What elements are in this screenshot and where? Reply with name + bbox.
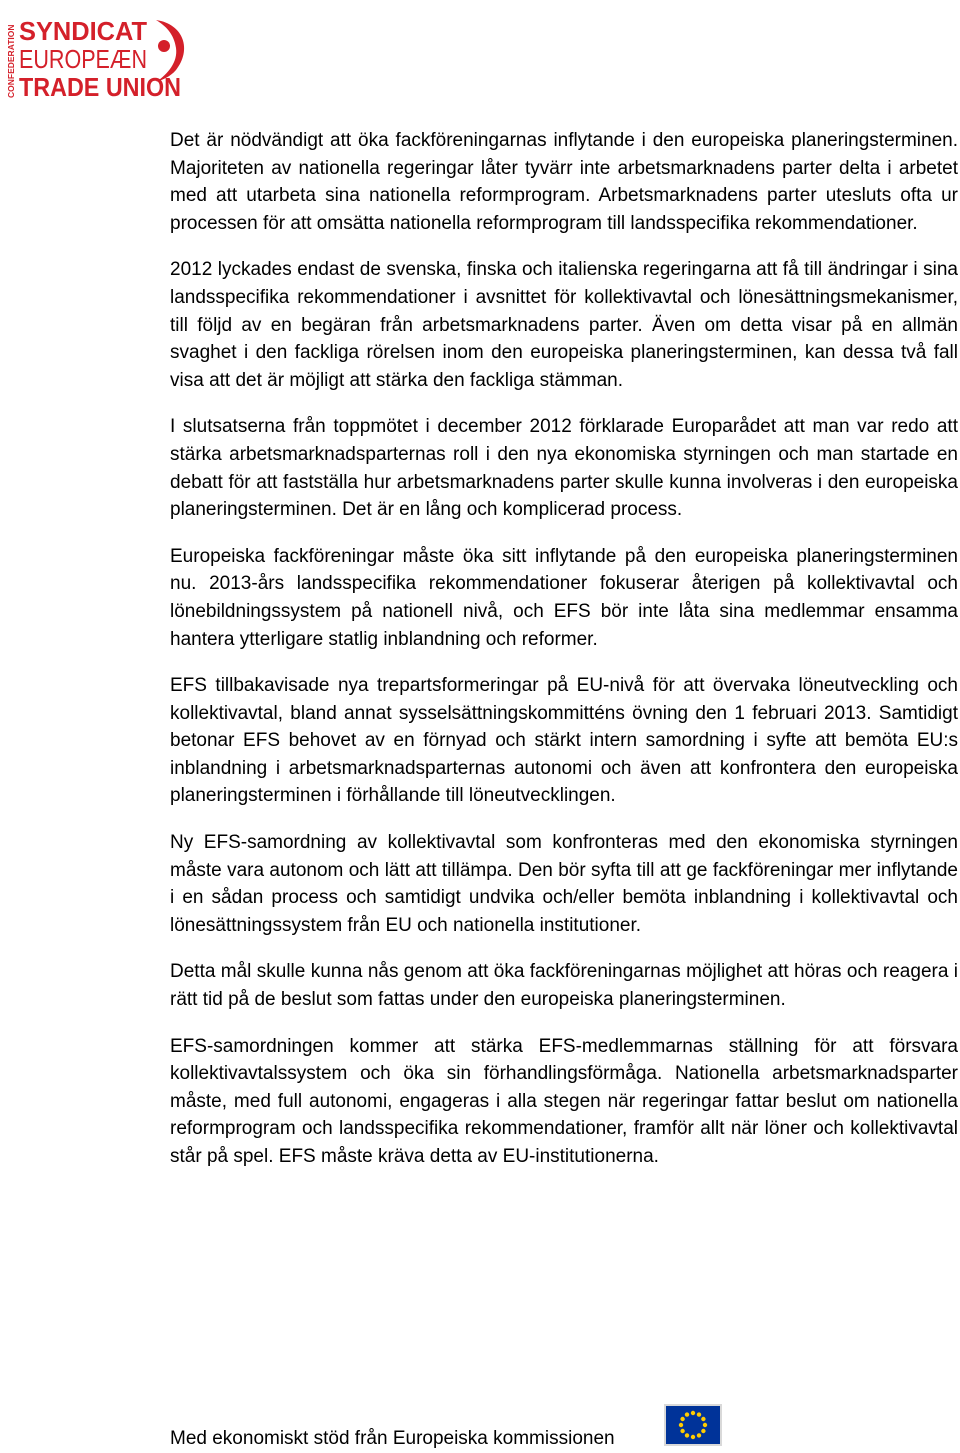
eu-star <box>685 1433 689 1437</box>
eu-star <box>691 1435 695 1439</box>
logo-line-europaean: EUROPEÆN <box>19 44 147 74</box>
paragraph: Det är nödvändigt att öka fackföreningarnas inflytande i den europeiska planeringsterminen. Majoriteten av nationella regeringar låter tyvärr inte arbetsmarknadens parter delta i arbetet med att utarbeta sina nationella reformprogram. Arbetsmarknadens parter utesluts ofta ur processen för att omsätta nationella reformprogram till landsspecifika rekommendationer. <box>170 130 958 234</box>
paragraph: Europeiska fackföreningar måste öka sitt inflytande på den europeiska planeringsterminen nu. 2013-års landsspecifika rekommendationer fokuserar återigen på kollektivavtal och lönebildningssystem på nationell nivå, och EFS bör inte låta sina medlemmar ensamma hantera ytterligare statlig inblandning och reformer. <box>170 545 958 650</box>
eu-star <box>697 1412 701 1416</box>
paragraph: EFS tillbakavisade nya trepartsformeringar på EU-nivå för att övervaka löneutveckling och kollektivavtal, bland annat sysselsättningskommitténs övning den 1 februari 2013. Samtidigt betonar EFS behovet av en förnyad och stärkt intern samordning i syfte att bemöta EU:s inblandning i arbetsmarknadsparternas autonomi och även att konfrontera den europeiska planeringsterminen i förhållande till löneutvecklingen. <box>170 675 958 807</box>
paragraph: I slutsatserna från toppmötet i december 2012 förklarade Europarådet att man var redo att stärka arbetsmarknadsparternas roll i den nya ekonomiska styrningen och man startade en debatt för att fastställa hur arbetsmarknadens parter skulle kunna involveras i den europeiska planeringsterminen. Det är en lång och komplicerad process. <box>170 416 958 521</box>
logo-vertical-text: CONFEDERATION <box>6 24 16 98</box>
eu-star <box>701 1429 705 1433</box>
footer <box>170 1404 730 1450</box>
paragraph: 2012 lyckades endast de svenska, finska och italienska regeringarna att få till ändringar i sina landsspecifika rekommendationer i avsnittet för kollektivavtal och lönesättningsmekanismer, till följd av en begäran från arbetsmarknadens parter. Även om detta visar på en allmän svaghet i den fackliga rörelsen inom den europeiska planeringsterminen, kan dessa två fall visa att det är möjligt att stärka den fackliga stämman. <box>170 259 958 391</box>
eu-star <box>701 1417 705 1421</box>
eu-star <box>679 1423 683 1427</box>
funding-statement: Med ekonomiskt stöd från Europeiska kommissionen <box>170 1428 615 1449</box>
etuc-logo <box>6 10 192 100</box>
paragraph: EFS-samordningen kommer att stärka EFS-medlemmarnas ställning för att försvara kollektivavtalssystem och öka sin förhandlingsförmåga. Nationella arbetsmarknadsparter måste, med full autonomi, engageras i alla stegen när regeringar fattar beslut om nationella reformprogram och landsspecifika rekommendationer, framför allt när löner och kollektivavtal står på spel. EFS måste kräva detta av EU-institutionerna. <box>170 1035 958 1167</box>
eu-star <box>703 1423 707 1427</box>
eu-star <box>691 1411 695 1415</box>
paragraph: Detta mål skulle kunna nås genom att öka fackföreningarnas möjlighet att höras och reagera i rätt tid på de beslut som fattas under den europeiska planeringsterminen. <box>170 961 958 1011</box>
paragraph: Ny EFS-samordning av kollektivavtal som konfronteras med den ekonomiska styrningen måste vara autonom och lätt att tillämpa. Den bör syfta till att ge fackföreningar mer inflytande i en sådan process och samtidigt undvika och/eller bemöta inblandning i kollektivavtal och lönesättningssystem från EU och nationella institutioner. <box>170 832 958 936</box>
main-content <box>170 127 958 1190</box>
eu-star <box>680 1417 684 1421</box>
eu-star <box>680 1429 684 1433</box>
logo-line-syndicat: SYNDICAT <box>19 16 148 46</box>
eu-star <box>685 1412 689 1416</box>
logo-line-trade-union: TRADE UNION <box>19 72 181 100</box>
eu-star <box>697 1433 701 1437</box>
eu-flag-icon <box>664 1404 722 1446</box>
